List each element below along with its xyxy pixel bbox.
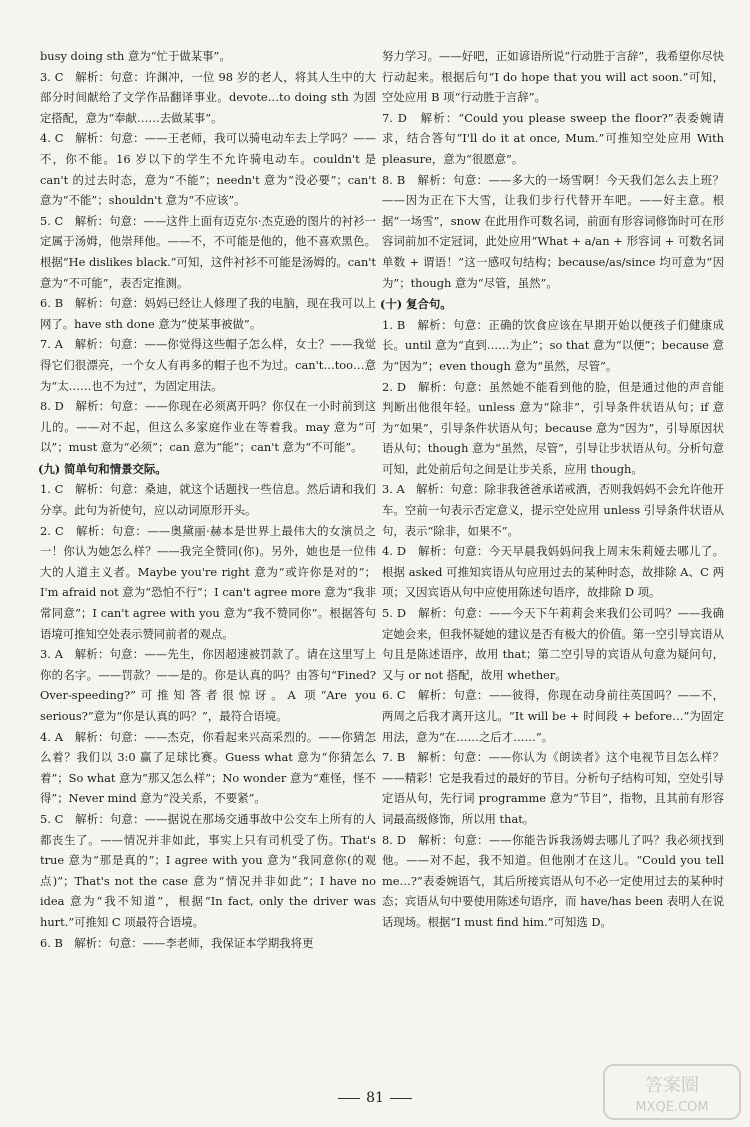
- text-line: 努力学习。——好吧，正如谚语所说“行动胜于言辞”，我希望你尽快行动起来。根据后句“I do hope that you will act soon.”可知，空处应用 B 项“行动胜于言辞”。: [382, 49, 724, 105]
- answer-item: 8. D 解析：句意：——你能告诉我汤姆去哪儿了吗？我必须找到他。——对不起，我不知道。但他刚才在这儿。“Could you tell me…?”表委婉语气，其后所接宾语从句不必一定使用过去的某种时态；宾语从句中要使用陈述句语序，而 have/has been 表明人在说话现场。根据“I must find him.”可知选 D。: [382, 832, 724, 929]
- answer-item: 5. C 解析：句意：——据说在那场交通事故中公交车上所有的人都丧生了。——情况并非如此，事实上只有司机受了伤。That's true 意为“那是真的”；I agree with you 意为“我同意你(的观点)”；That's not the case 意为“情况并非如此”；I have no idea 意为“我不知道”，根据“In fact, only the driver was hurt.”可推知 C 项最符合语境。: [40, 811, 376, 929]
- answer-item: 5. D 解析：句意：——今天下午莉莉会来我们公司吗？——我确定她会来，但我怀疑她的建议是否有极大的价值。第一空引导宾语从句且是陈述语序，故用 that；第二空引导的宾语从句意为疑问句，又与 or not 搭配，故用 whether。: [382, 606, 724, 682]
- left-column: [40, 46, 376, 953]
- answer-item: 7. A 解析：句意：——你觉得这些帽子怎么样，女士？——我觉得它们很漂亮，一个女人有再多的帽子也不为过。can't…too…意为“太……也不为过”，为固定用法。: [40, 337, 376, 393]
- answer-item: 1. C 解析：句意：桑迪，就这个话题找一些信息。然后请和我们分享。此句为祈使句，应以动词原形开头。: [40, 482, 376, 518]
- answer-item: 4. D 解析：句意：今天早晨我妈妈问我上周末朱莉娅去哪儿了。根据 asked 可推知宾语从句应用过去的某种时态，故排除 A、C 两项；又因宾语从句中应使用陈述句语序，故排除 D 项。: [382, 544, 724, 600]
- text-line: busy doing sth 意为“忙于做某事”。: [40, 49, 231, 63]
- answer-item: 3. C 解析：句意：许渊冲，一位 98 岁的老人，将其人生中的大部分时间献给了文学作品翻译事业。devote…to doing sth 为固定搭配，意为“奉献……去做某事”。: [40, 69, 376, 125]
- page-number-text: 81: [366, 1090, 384, 1106]
- answer-item: 7. B 解析：句意：——你认为《朗读者》这个电视节目怎么样？——精彩！它是我看过的最好的节目。分析句子结构可知，空处引导定语从句，先行词 programme 意为“节目”，指物，且其前有形容词最高级修饰，所以用 that。: [382, 750, 724, 826]
- answer-item: 3. A 解析：句意：除非我爸爸承诺戒酒，否则我妈妈不会允许他开车。空前一句表示否定意义，提示空处应用 unless 引导条件状语从句，表示“除非，如果不”。: [382, 482, 724, 538]
- answer-item: 3. A 解析：句意：——先生，你因超速被罚款了。请在这里写上你的名字。——罚款？——是的。你是认真的吗？由答句“Fined? Over-speeding?”可推知答者很惊讶。A 项“Are you serious?”意为“你是认真的吗？”，最符合语境。: [40, 647, 376, 723]
- dash-left: [338, 1098, 360, 1099]
- answer-item: 6. C 解析：句意：——彼得，你现在动身前往英国吗？——不，两周之后我才离开这儿。“It will be + 时间段 + before…”为固定用法，意为“在……之后才……”。: [382, 688, 724, 744]
- answer-item: 8. D 解析：句意：——你现在必须离开吗？你仅在一小时前到这儿的。——对不起，但这么多家庭作业在等着我。may 意为“可以”；must 意为“必须”；can 意为“能”；can't 意为“不可能”。: [40, 399, 376, 455]
- answer-item: 6. B 解析：句意：妈妈已经让人修理了我的电脑，现在我可以上网了。have sth done 意为“使某事被做”。: [40, 296, 376, 331]
- answer-item: 5. C 解析：句意：——这件上面有迈克尔·杰克逊的图片的衬衫一定属于汤姆，他崇拜他。——不，不可能是他的，他不喜欢黑色。根据“He dislikes black.”可知，这件衬衫不可能是汤姆的。can't 意为“不可能”，表否定推测。: [40, 213, 376, 290]
- section-heading-10: (十) 复合句。: [380, 297, 452, 312]
- dash-right: [390, 1098, 412, 1099]
- section-heading-9: (九) 简单句和情景交际。: [38, 461, 167, 476]
- answer-item: 1. B 解析：句意：正确的饮食应该在早期开始以便孩子们健康成长。until 意为“直到……为止”；so that 意为“以便”；because 意为“因为”；even though 意为“虽然，尽管”。: [382, 317, 724, 373]
- svg-text:MXQE.COM: MXQE.COM: [635, 1100, 709, 1115]
- answer-item: 4. C 解析：句意：——王老师，我可以骑电动车去上学吗？——不，你不能。16 岁以下的学生不允许骑电动车。couldn't 是 can't 的过去时态，意为“不能”；needn't 意为“没必要”；can't 意为“不能”；shouldn't 意为“不应该”。: [40, 131, 376, 208]
- answer-item: 8. B 解析：句意：——多大的一场雪啊！今天我们怎么去上班？——因为正在下大雪，让我们步行代替开车吧。——好主意。根据“一场雪”，snow 在此用作可数名词，前面有形容词修饰时可在形容词前加不定冠词，此处应用“What + a/an + 形容词 + 可数名词单数 + 谓语！”这一感叹句结构；because/as/since 均可意为“因为”；though 意为“尽管，虽然”。: [382, 172, 724, 290]
- answer-item: 2. C 解析：句意：——奥黛丽·赫本是世界上最伟大的女演员之一！你认为她怎么样？——我完全赞同(你)。另外，她也是一位伟大的人道主义者。Maybe you're right 意为“或许你是对的”；I'm afraid not 意为“恐怕不行”；I can't agree more 意为“我非常同意”；I can't agree with you 意为“我不赞同你”。根据答句语境可推知空处表示赞同前者的观点。: [40, 523, 376, 641]
- answer-item: 2. D 解析：句意：虽然她不能看到他的脸，但是通过他的声音能判断出他很年轻。unless 意为“除非”，引导条件状语从句；if 意为“如果”，引导条件状语从句；because 意为“因为”，引导原因状语从句；though 意为“虽然，尽管”，引导让步状语从句。分析句意可知，此处前后句之间是让步关系，应用 though。: [382, 379, 724, 476]
- watermark-logo: [602, 1063, 742, 1121]
- answer-item: 6. B 解析：句意：——李老师，我保证本学期我将更: [40, 935, 314, 950]
- answer-item: 7. D 解析：“Could you please sweep the floor?”表委婉请求，结合答句“I'll do it at once, Mum.”可推知空处应用 With pleasure，意为“很愿意”。: [382, 110, 724, 166]
- svg-text:答案圈: 答案圈: [645, 1075, 699, 1096]
- right-column: [382, 46, 724, 933]
- answer-item: 4. A 解析：句意：——杰克，你看起来兴高采烈的。——你猜怎么着？我们以 3:0 赢了足球比赛。Guess what 意为“你猜怎么着”；So what 意为“那又怎么样”；No wonder 意为“难怪，怪不得”；Never mind 意为“没关系，不要紧”。: [40, 729, 376, 806]
